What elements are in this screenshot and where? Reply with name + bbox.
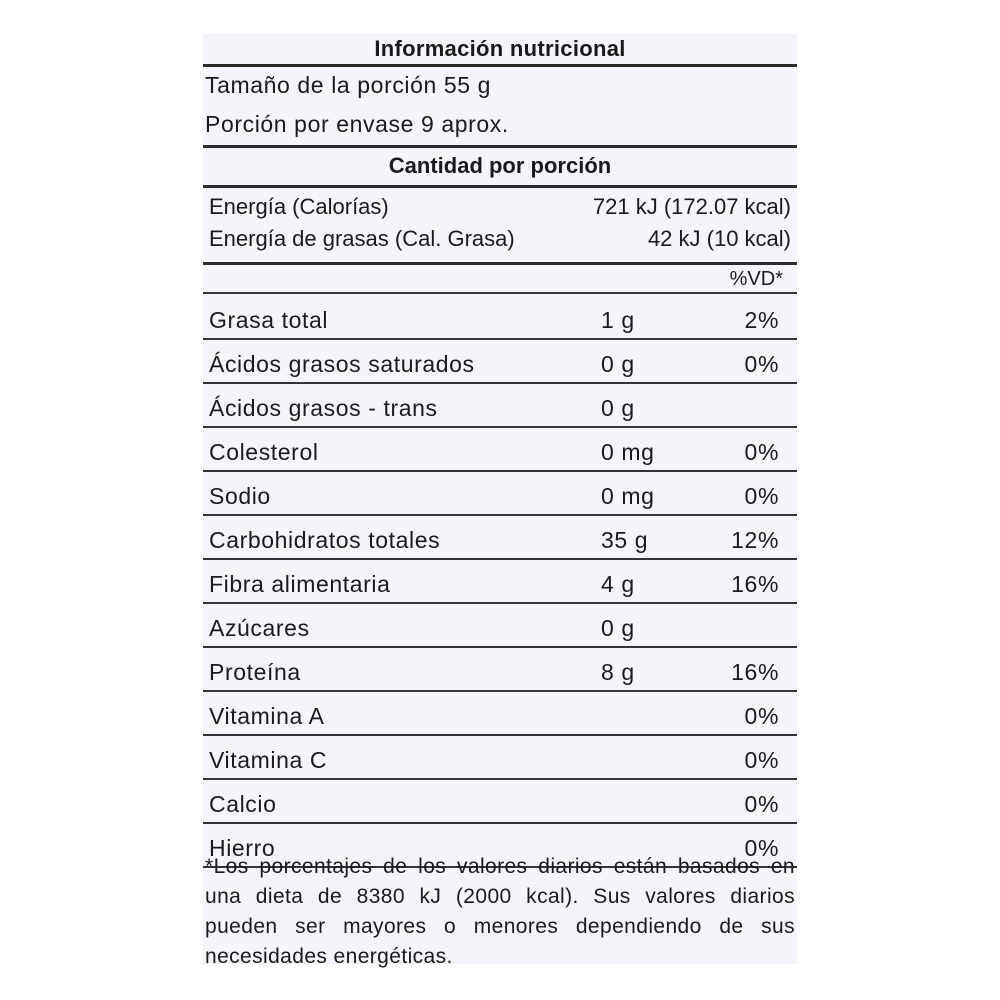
nutrition-facts-label	[203, 34, 797, 968]
nutrient-row	[203, 294, 797, 338]
footnote: *Los porcentajes de los valores diarios están basados en una dieta de 8380 kJ (2000 kcal). Sus valores diarios pueden ser mayores o menores dependiendo de sus necesidades energéticas.	[205, 855, 795, 968]
servings-per-container: Porción por envase 9 aprox.	[205, 111, 509, 137]
nutrient-daily-value: 16%	[731, 571, 779, 597]
nutrient-amount: 35 g	[601, 527, 649, 553]
nutrient-name: Calcio	[209, 791, 277, 817]
nutrient-amount: 0 mg	[601, 439, 655, 465]
nutrient-name: Ácidos grasos saturados	[209, 351, 475, 377]
nutrient-name: Ácidos grasos - trans	[209, 395, 438, 421]
energy-label: Energía (Calorías)	[209, 194, 389, 219]
nutrient-name: Grasa total	[209, 307, 329, 333]
fat-energy-value: 42 kJ (10 kcal)	[647, 226, 791, 251]
divider	[203, 262, 797, 265]
nutrient-amount: 1 g	[601, 307, 635, 333]
nutrient-row	[203, 338, 797, 382]
label-title: Información nutricional	[374, 36, 626, 61]
nutrient-amount: 0 g	[601, 615, 635, 641]
nutrient-amount: 0 g	[601, 351, 635, 377]
divider	[203, 64, 797, 67]
divider	[203, 185, 797, 188]
nutrient-name: Hierro	[209, 835, 276, 861]
nutrient-row	[203, 470, 797, 514]
nutrient-name: Fibra alimentaria	[209, 571, 391, 597]
nutrient-name: Sodio	[209, 483, 271, 509]
nutrient-daily-value: 0%	[744, 791, 779, 817]
nutrient-amount: 8 g	[601, 659, 635, 685]
nutrient-name: Vitamina C	[209, 747, 328, 773]
nutrient-daily-value: 2%	[744, 307, 779, 333]
nutrient-row	[203, 426, 797, 470]
nutrient-daily-value: 0%	[744, 351, 779, 377]
nutrient-daily-value: 0%	[744, 439, 779, 465]
nutrient-name: Proteína	[209, 659, 301, 685]
nutrient-row	[203, 382, 797, 426]
nutrient-row	[203, 778, 797, 822]
nutrient-amount: 0 g	[601, 395, 635, 421]
fat-energy-row	[209, 224, 791, 254]
nutrient-name: Colesterol	[209, 439, 319, 465]
nutrient-daily-value: 0%	[744, 703, 779, 729]
amount-per-serving-header: Cantidad por porción	[388, 153, 612, 178]
nutrient-name: Azúcares	[209, 615, 310, 641]
nutrient-name: Vitamina A	[209, 703, 325, 729]
nutrient-row	[203, 734, 797, 778]
nutrient-daily-value: 16%	[731, 659, 779, 685]
daily-value-header: %VD*	[729, 268, 783, 290]
nutrient-row	[203, 690, 797, 734]
nutrient-daily-value: 12%	[731, 527, 779, 553]
nutrient-amount: 0 mg	[601, 483, 655, 509]
nutrient-daily-value: 0%	[744, 835, 779, 861]
serving-size: Tamaño de la porción 55 g	[205, 72, 492, 98]
nutrient-row	[203, 514, 797, 558]
fat-energy-label: Energía de grasas (Cal. Grasa)	[209, 226, 515, 251]
nutrient-row	[203, 646, 797, 690]
nutrient-daily-value: 0%	[744, 747, 779, 773]
nutrient-row	[203, 558, 797, 602]
energy-row	[209, 192, 791, 222]
nutrient-row	[203, 602, 797, 646]
energy-value: 721 kJ (172.07 kcal)	[592, 194, 791, 219]
nutrient-name: Carbohidratos totales	[209, 527, 441, 553]
nutrient-amount: 4 g	[601, 571, 635, 597]
nutrient-daily-value: 0%	[744, 483, 779, 509]
